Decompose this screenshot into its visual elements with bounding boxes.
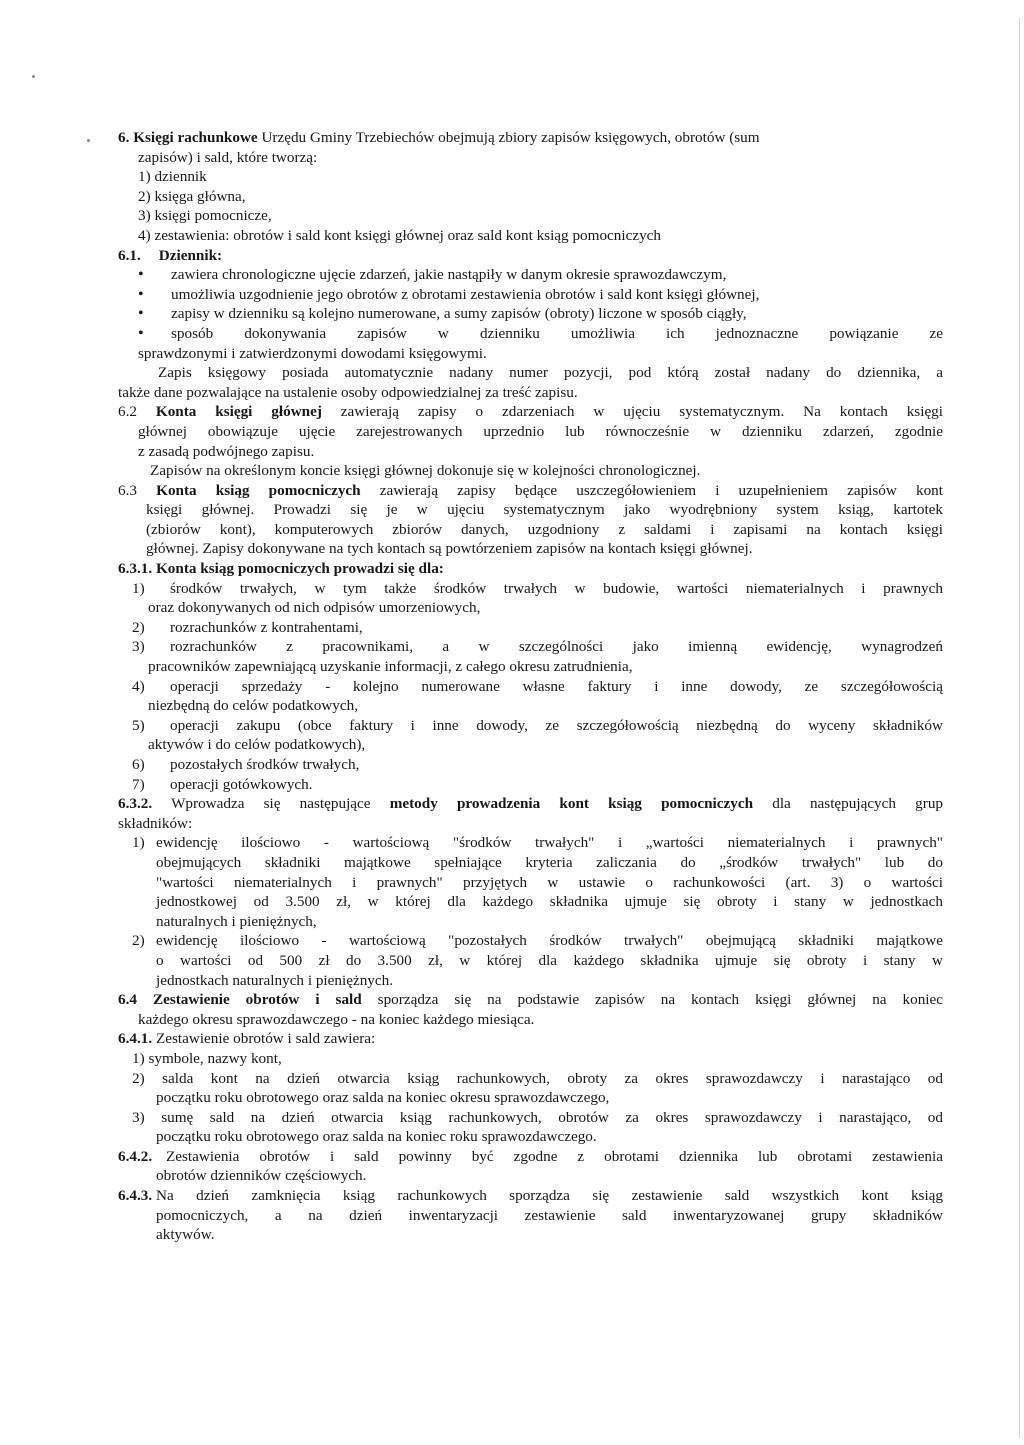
scan-edge-line (1019, 18, 1020, 1438)
section-heading: Księgi rachunkowe (133, 129, 258, 146)
bullet-item: •zawiera chronologiczne ujęcie zdarzeń, jakie nastąpiły w danym okresie sprawozdawczym, (118, 265, 943, 285)
bullet-item: •zapisy w dzienniku są kolejno numerowane, a sumy zapisów (obroty) liczone w sposób ciągły, (118, 304, 943, 324)
text-line: (zbiorów kont), komputerowych zbiorów danych, uzgodniony z saldami i zapisami na kontach księgi (146, 520, 943, 538)
text-line: o wartości od 500 zł do 3.500 zł, w której dla każdego składnika ujmuje się obroty i stany w (156, 951, 943, 969)
text-line: "wartości niematerialnych i prawnych" przyjętych w ustawie o rachunkowości (art. 3) o wartości (156, 873, 943, 891)
text-line: oraz dokonywanych od nich odpisów umorzeniowych, (148, 599, 481, 617)
section-6-1-heading (118, 246, 943, 266)
list-item: 7) operacji gotówkowych. (132, 775, 313, 793)
section-6-4-line: 6.4 Zestawienie obrotów i sald sporządza się na podstawie zapisów na kontach księgi głównej na koniec (118, 991, 943, 1009)
section-6-4-3-line: 6.4.3. Na dzień zamknięcia ksiąg rachunkowych sporządza się zestawienie sald wszystkich kont ksiąg (118, 1187, 943, 1205)
list-item: 4) operacji sprzedaży - kolejno numerowane własne faktury i inne dowody, ze szczegółowością (132, 677, 943, 695)
document-page (118, 128, 943, 1245)
text-line: księgi głównej. Prowadzi się je w ujęciu systematycznym jako wyodrębniony system ksiąg, kartotek (146, 501, 943, 519)
list-item: 3) sumę sald na dzień otwarcia ksiąg rachunkowych, obrotów za okres sprawozdawczy i narastająco, od (132, 1108, 943, 1126)
text-line: głównej obowiązuje ujęcie zarejestrowanych uprzednio lub równocześnie w dzienniku zdarzeń, zgodnie (138, 422, 943, 440)
section-6-intro: 6. Księgi rachunkowe Urzędu Gminy Trzebiechów obejmują zbiory zapisów księgowych, obrotów (sum (118, 129, 760, 146)
section-number: 6.2 (118, 403, 137, 421)
section-6-4-2-line: 6.4.2. Zestawienia obrotów i sald powinny być zgodne z obrotami dziennika lub obrotami zestawienia (118, 1147, 943, 1165)
section-heading: Konta księgi głównej (155, 403, 322, 421)
list-item: 3) księgi pomocnicze, (138, 207, 272, 225)
bullet-icon (118, 304, 171, 324)
section-number: 6.4.1. (118, 1030, 153, 1048)
section-heading: Dziennik: (158, 246, 223, 264)
list-item: 2) salda kont na dzień otwarcia ksiąg rachunkowych, obroty za okres sprawozdawczy i narastająco od (132, 1069, 943, 1087)
scan-speck (32, 75, 35, 78)
list-item: 1) dziennik (138, 168, 207, 186)
text-line: zapisów) i sald, które tworzą: (138, 148, 318, 166)
section-6-4-1-line: 6.4.1. Zestawienie obrotów i sald zawiera: (118, 1030, 376, 1048)
text-line: obejmujących składniki majątkowe spełniające kryteria zaliczania do „środków trwałych" lub do (156, 853, 943, 871)
text-line: jednostkowej od 3.500 zł, w której dla każdego składnika ujmuje się obroty i stany w jednostkach (156, 893, 943, 911)
section-6-3-2-line: 6.3.2. Wprowadza się następujące metody prowadzenia kont ksiąg pomocniczych dla następujących grup (118, 795, 944, 813)
scan-speck (87, 139, 90, 142)
text-line: pracowników zapewniającą uzyskanie informacji, z całego okresu zatrudnienia, (148, 658, 633, 676)
list-item: 6) pozostałych środków trwałych, (132, 756, 360, 773)
section-6-3-1-heading (118, 559, 943, 579)
text-line: sprawdzonymi i zatwierdzonymi dowodami księgowymi. (138, 344, 487, 362)
list-item: 2) rozrachunków z kontrahentami, (132, 618, 363, 636)
bullet-item: • sposób dokonywania zapisów w dzienniku umożliwia ich jednoznaczne powiązanie ze (118, 324, 943, 344)
text-line: początku roku obrotowego oraz salda na koniec roku sprawozdawczego. (156, 1128, 597, 1146)
text-line: także dane pozwalające na ustalenie osoby odpowiedzialnej za treść zapisu. (118, 383, 578, 401)
section-number: 6. (118, 129, 130, 146)
section-number: 6.3.1. (118, 560, 153, 578)
section-number: 6.4 (118, 991, 137, 1009)
section-heading: Konta ksiąg pomocniczych (156, 481, 361, 499)
text-line: pomocniczych, a na dzień inwentaryzacji zestawienie sald inwentaryzowanej grupy składników (156, 1206, 943, 1224)
text-line: niezbędną do celów podatkowych, (148, 697, 359, 715)
bullet-icon (118, 324, 171, 344)
list-item: 2) księga główna, (138, 187, 246, 205)
text-line: naturalnych i pieniężnych, (156, 912, 317, 930)
text-line: Zapis księgowy posiada automatycznie nadany numer pozycji, pod którą został nadany do dziennika, a (158, 364, 943, 382)
text-line: jednostkach naturalnych i pieniężnych. (156, 971, 394, 989)
section-6-2-line: 6.2 Konta księgi głównej zawierają zapisy o zdarzeniach w ujęciu systematycznym. Na kontach księgi (118, 403, 943, 421)
text-line: każdego okresu sprawozdawczego - na koniec każdego miesiąca. (138, 1010, 535, 1028)
section-heading: Zestawienie obrotów i sald (152, 991, 362, 1009)
text-line: składników: (118, 814, 193, 832)
bullet-icon (118, 265, 171, 285)
bullet-icon (118, 285, 171, 305)
text-line: Zapisów na określonym koncie księgi głównej dokonuje się w kolejności chronologicznej. (150, 462, 701, 480)
text-line: z zasadą podwójnego zapisu. (138, 442, 315, 460)
list-item: 1) symbole, nazwy kont, (132, 1049, 282, 1067)
text-line: początku roku obrotowego oraz salda na koniec okresu sprawozdawczego, (156, 1089, 610, 1107)
text-line: aktywów. (156, 1226, 215, 1244)
text-line: głównej. Zapisy dokonywane na tych kontach są powtórzeniem zapisów na kontach księgi głównej. (146, 540, 753, 558)
list-item: 2) ewidencję ilościowo - wartościową "pozostałych środków trwałych" obejmującą składniki majątkowe (132, 932, 943, 950)
section-number: 6.1. (118, 246, 141, 264)
text-line: obrotów dzienników częściowych. (156, 1167, 367, 1185)
section-number: 6.4.2. (118, 1147, 153, 1165)
section-heading: Konta ksiąg pomocniczych prowadzi się dla: (155, 560, 444, 578)
text-line: aktywów i do celów podatkowych), (148, 736, 366, 754)
list-item: 1) ewidencję ilościowo - wartościową "środków trwałych" i „wartości niematerialnych i prawnych" (132, 834, 943, 852)
list-item: 1) środków trwałych, w tym także środków trwałych w budowie, wartości niematerialnych i prawnych (132, 579, 943, 597)
list-item: 5) operacji zakupu (obce faktury i inne dowody, ze szczegółowością niezbędną do wyceny składników (132, 716, 943, 734)
section-number: 6.3 (118, 481, 137, 499)
section-heading: metody prowadzenia kont ksiąg pomocniczych (389, 795, 754, 813)
list-item: 4) zestawienia: obrotów i sald kont księgi głównej oraz sald kont ksiąg pomocniczych (138, 226, 661, 244)
section-6-3-line: 6.3 Konta ksiąg pomocniczych zawierają zapisy będące uszczegółowieniem i uzupełnieniem zapisów kont (118, 481, 943, 499)
section-number: 6.4.3. (118, 1187, 153, 1205)
section-number: 6.3.2. (118, 795, 153, 813)
bullet-item: •umożliwia uzgodnienie jego obrotów z obrotami zestawienia obrotów i sald kont księgi głównej, (118, 285, 943, 305)
list-item: 3) rozrachunków z pracownikami, a w szczególności jako imienną ewidencję, wynagrodzeń (132, 638, 943, 656)
